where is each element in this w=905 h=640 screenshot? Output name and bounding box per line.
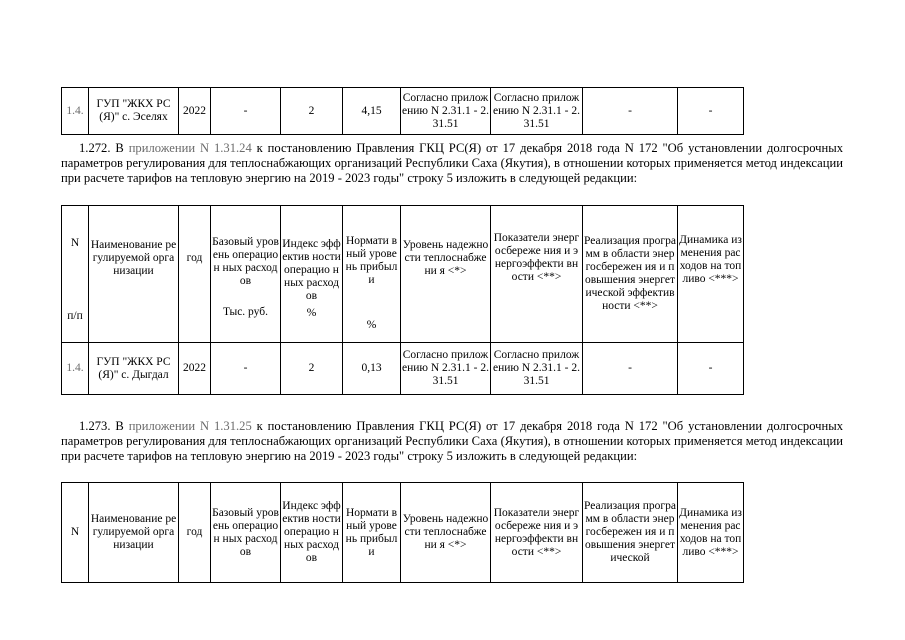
header-reliability: Уровень надежности теплоснабжени я <*> (401, 483, 491, 583)
header-base: Базовый уровень операцион ных расходов (211, 483, 281, 583)
header-base (211, 206, 281, 343)
header-year: год (179, 483, 211, 583)
header-row (62, 206, 744, 343)
header-eff: Индекс эффектив ности операцио нных расходов (281, 483, 343, 583)
table-row (62, 88, 744, 135)
paragraph-lead: 1.273. В (79, 419, 129, 433)
header-eff (281, 206, 343, 343)
header-n: N (62, 483, 89, 583)
programs-cell: - (583, 343, 678, 395)
appendix-link[interactable]: приложении N 1.31.25 (128, 419, 252, 433)
header-fuel: Динамика изменения расходов на топливо <***> (678, 483, 744, 583)
header-n-label: N (70, 237, 80, 249)
header-n (62, 206, 89, 343)
row-number: 1.4. (62, 88, 89, 135)
header-org: Наименование регулируемой организации (89, 206, 179, 343)
header-profit-label: Нормати вный уровень прибыли (345, 234, 398, 286)
base-cell: - (211, 343, 281, 395)
paragraph-lead: 1.272. В (79, 141, 129, 155)
profit-cell: 4,15 (343, 88, 401, 135)
header-eff-units: % (306, 307, 317, 319)
org-name: ГУП "ЖКХ РС(Я)" с. Дыгдал (89, 343, 179, 395)
table-top (61, 87, 744, 135)
header-fuel: Динамика изменения расходов на топливо <***> (678, 206, 744, 343)
header-year: год (179, 206, 211, 343)
fuel-cell: - (678, 88, 744, 135)
paragraph-text: к постановлению Правления ГКЦ РС(Я) от 17 декабря 2018 года N 172 "Об установлении долгосрочных параметров регулирования для теплоснабжающих организаций Республики Саха (Якутия), в отношении которых применяется метод индексации при расчете тарифов на тепловую энергию на 2019 - 2023 годы" строку 5 изложить в следующей редакции: (61, 141, 843, 186)
year-cell: 2022 (179, 343, 211, 395)
paragraph-1272 (61, 141, 843, 187)
year-cell: 2022 (179, 88, 211, 135)
programs-cell: - (583, 88, 678, 135)
base-cell: - (211, 88, 281, 135)
header-eff-label: Индекс эффектив ности операцио нных расходов (282, 238, 341, 302)
profit-cell: 0,13 (343, 343, 401, 395)
energy-cell: Согласно приложению N 2.31.1 - 2.31.51 (491, 343, 583, 395)
table-middle (61, 205, 744, 395)
header-base-label: Базовый уровень операцион ных расходов (212, 235, 279, 287)
header-base-units: Тыс. руб. (223, 305, 268, 318)
header-reliability: Уровень надежности теплоснабжени я <*> (401, 206, 491, 343)
appendix-link[interactable]: приложении N 1.31.24 (128, 141, 252, 155)
header-org: Наименование регулируемой организации (89, 483, 179, 583)
reliability-cell: Согласно приложению N 2.31.1 - 2.31.51 (401, 88, 491, 135)
eff-cell: 2 (281, 343, 343, 395)
header-energy: Показатели энергосбереже ния и энергоэффекти вности <**> (491, 483, 583, 583)
table-row (62, 343, 744, 395)
header-energy: Показатели энергосбереже ния и энергоэффекти вности <**> (491, 206, 583, 343)
table-bottom (61, 482, 744, 583)
org-name: ГУП "ЖКХ РС(Я)" с. Эселях (89, 88, 179, 135)
fuel-cell: - (678, 343, 744, 395)
eff-cell: 2 (281, 88, 343, 135)
header-n-units: п/п (67, 310, 83, 322)
reliability-cell: Согласно приложению N 2.31.1 - 2.31.51 (401, 343, 491, 395)
energy-cell: Согласно приложению N 2.31.1 - 2.31.51 (491, 88, 583, 135)
header-profit (343, 206, 401, 343)
paragraph-text: к постановлению Правления ГКЦ РС(Я) от 17 декабря 2018 года N 172 "Об установлении долгосрочных параметров регулирования для теплоснабжающих организаций Республики Саха (Якутия), в отношении которых применяется метод индексации при расчете тарифов на тепловую энергию на 2019 - 2023 годы" строку 5 изложить в следующей редакции: (61, 419, 843, 464)
header-row (62, 483, 744, 583)
header-programs: Реализация программ в области энергосбережен ия и повышения энергетической эффективности <**> (583, 206, 678, 343)
paragraph-1273 (61, 419, 843, 465)
header-profit-units: % (366, 318, 377, 331)
row-number: 1.4. (62, 343, 89, 395)
header-programs: Реализация программ в области энергосбережен ия и повышения энергетической (583, 483, 678, 583)
header-profit: Нормати вный уровень прибыли (343, 483, 401, 583)
